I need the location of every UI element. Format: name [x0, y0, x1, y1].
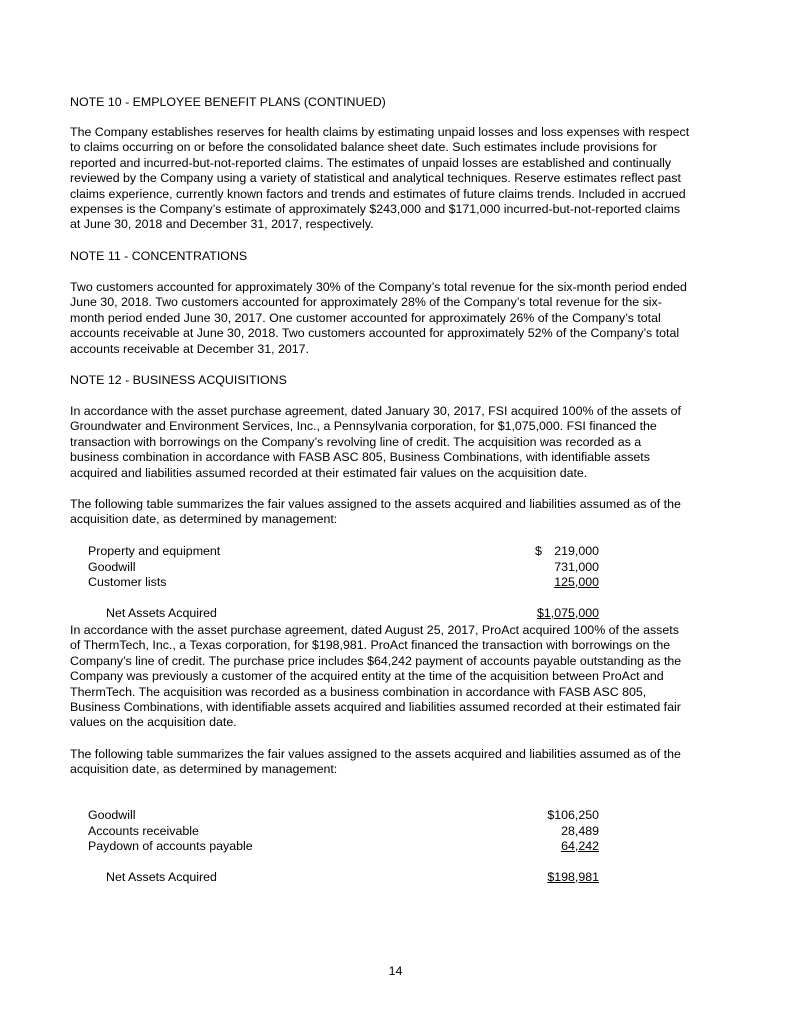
paragraph-line: claims experience, currently known factors and trends and estimates of future claims trends. Included in accrued [70, 186, 686, 201]
paragraph-line: ThermTech. The acquisition was recorded as a business combination in accordance with FASB ASC 805, [70, 684, 647, 699]
paragraph-line: reviewed by the Company using a variety of statistical and analytical techniques. Reserve estimates reflect past [70, 171, 681, 186]
paragraph-line: reported and incurred-but-not-reported claims. The estimates of unpaid losses are established and continually [70, 155, 672, 170]
note-12-paragraph-1 [70, 404, 730, 481]
paragraph-line: expenses is the Company’s estimate of approximately $243,000 and $171,000 incurred-but-not-reported claims [70, 202, 681, 217]
paragraph-line: transaction with borrowings on the Company’s revolving line of credit. The acquisition was recorded as a [70, 434, 642, 449]
table-row [88, 824, 618, 840]
table-row [88, 839, 618, 855]
row-amount: $106,250 [547, 808, 599, 822]
paragraph-line: of ThermTech, Inc., a Texas corporation, for $198,981. ProAct financed the transaction with borrowings on the [70, 638, 671, 653]
paragraph-line: accounts receivable at December 31, 2017. [70, 341, 310, 356]
paragraph-line: Company was previously a customer of the acquired entity at the time of the acquisition between ProAct and [70, 669, 664, 684]
row-label: Paydown of accounts payable [88, 839, 253, 853]
paragraph-line: at June 30, 2018 and December 31, 2017, respectively. [70, 217, 374, 232]
table-total-row [88, 870, 618, 886]
acquisition-table-1 [88, 544, 618, 621]
row-amount: 219,000 [554, 544, 599, 558]
paragraph-line: Company’s line of credit. The purchase price includes $64,242 payment of accounts payable outstanding as the [70, 653, 682, 668]
paragraph-line: In accordance with the asset purchase agreement, dated August 25, 2017, ProAct acquired 100% of the assets [70, 623, 679, 637]
row-label: Accounts receivable [88, 823, 199, 838]
row-label: Property and equipment [88, 544, 221, 558]
paragraph-line: In accordance with the asset purchase agreement, dated January 30, 2017, FSI acquired 100% of the assets of [70, 404, 681, 418]
table-row [88, 808, 618, 824]
row-amount: 731,000 [554, 559, 599, 574]
total-amount: $1,075,000 [536, 605, 599, 620]
paragraph-line: The following table summarizes the fair values assigned to the assets acquired and liabilities assumed as of the [70, 497, 681, 511]
row-label: Goodwill [88, 808, 136, 822]
paragraph-line: Business Combinations, with identifiable assets acquired and liabilities assumed recorded at their estimated fair [70, 700, 681, 715]
row-currency: $ [535, 544, 542, 558]
note-12-paragraph-3 [70, 623, 730, 731]
note-11-heading: NOTE 11 - CONCENTRATIONS [70, 249, 248, 263]
paragraph-line: acquisition date, as determined by management: [70, 512, 338, 527]
paragraph-line: The Company establishes reserves for health claims by estimating unpaid losses and loss expenses with respect [70, 125, 690, 139]
total-amount: $198,981 [547, 869, 599, 884]
table-row [88, 544, 618, 560]
row-label: Goodwill [88, 559, 136, 574]
note-12-heading: NOTE 12 - BUSINESS ACQUISITIONS [70, 373, 287, 387]
row-label: Customer lists [88, 575, 167, 589]
table-row [88, 575, 618, 591]
paragraph-line: Groundwater and Environment Services, Inc., a Pennsylvania corporation, for $1,075,000. FSI financed the [70, 419, 657, 434]
note-12-paragraph-2 [70, 497, 730, 528]
table-row [88, 560, 618, 576]
note-10-heading: NOTE 10 - EMPLOYEE BENEFIT PLANS (CONTINUED) [70, 95, 386, 109]
row-amount: 64,242 [561, 839, 599, 853]
total-label: Net Assets Acquired [106, 605, 217, 620]
paragraph-line: values on the acquisition date. [70, 715, 237, 730]
paragraph-line: acquired and liabilities assumed recorded at their estimated fair values on the acquisition date. [70, 465, 588, 480]
table-total-row [88, 606, 618, 622]
paragraph-line: business combination in accordance with FASB ASC 805, Business Combinations, with identifiable assets [70, 450, 650, 465]
page-number: 14 [388, 964, 403, 978]
paragraph-line: June 30, 2018. Two customers accounted for approximately 28% of the Company’s total revenue for the six- [70, 295, 662, 310]
acquisition-table-2 [88, 808, 618, 885]
paragraph-line: Two customers accounted for approximately 30% of the Company’s total revenue for the six-month period ended [70, 280, 687, 294]
note-10-paragraph [70, 125, 730, 233]
paragraph-line: acquisition date, as determined by management: [70, 762, 338, 777]
paragraph-line: The following table summarizes the fair values assigned to the assets acquired and liabilities assumed as of the [70, 747, 681, 761]
note-12-paragraph-4 [70, 747, 730, 778]
note-11-paragraph [70, 280, 730, 357]
total-label: Net Assets Acquired [106, 869, 217, 884]
paragraph-line: month period ended June 30, 2017. One customer accounted for approximately 26% of the Company’s total [70, 310, 661, 325]
paragraph-line: accounts receivable at June 30, 2018. Two customers accounted for approximately 52% of the Company’s total [70, 326, 680, 341]
paragraph-line: to claims occurring on or before the consolidated balance sheet date. Such estimates include provisions for [70, 140, 657, 155]
row-amount: 28,489 [561, 823, 599, 838]
row-amount: 125,000 [554, 575, 599, 589]
